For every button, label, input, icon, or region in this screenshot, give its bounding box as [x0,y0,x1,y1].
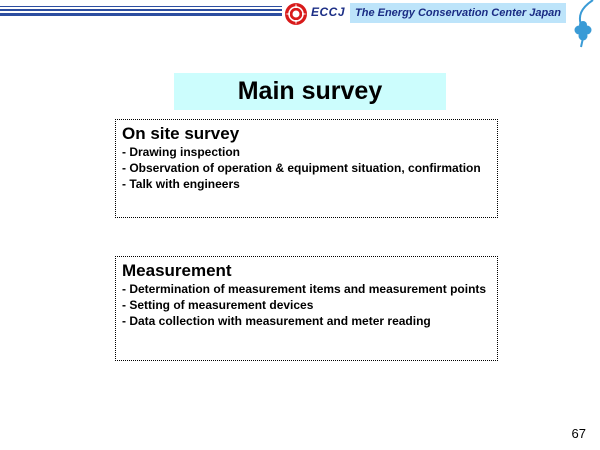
section-item: - Determination of measurement items and measurement points [122,282,487,296]
header-rule [0,6,282,18]
slide-title-text: Main survey [237,77,383,105]
section-item: - Observation of operation & equipment situation, confirmation [122,161,481,175]
section-item: - Drawing inspection [122,145,241,159]
clover-icon [567,0,600,50]
eccj-sun-logo-icon [284,2,308,26]
on-site-survey-panel [115,119,498,218]
logo-text: ECCJ [311,5,346,19]
slide-title [174,73,446,110]
measurement-panel [115,256,498,361]
section-item-list [122,144,491,192]
section-heading: Measurement [122,261,232,280]
organization-badge: The Energy Conservation Center Japan [350,3,566,23]
section-heading: On site survey [122,124,240,143]
section-item-list [122,281,491,329]
section-item: - Setting of measurement devices [122,298,314,312]
section-item: - Talk with engineers [122,177,240,191]
section-item: - Data collection with measurement and meter reading [122,314,431,328]
page-number: 67 [571,426,586,441]
